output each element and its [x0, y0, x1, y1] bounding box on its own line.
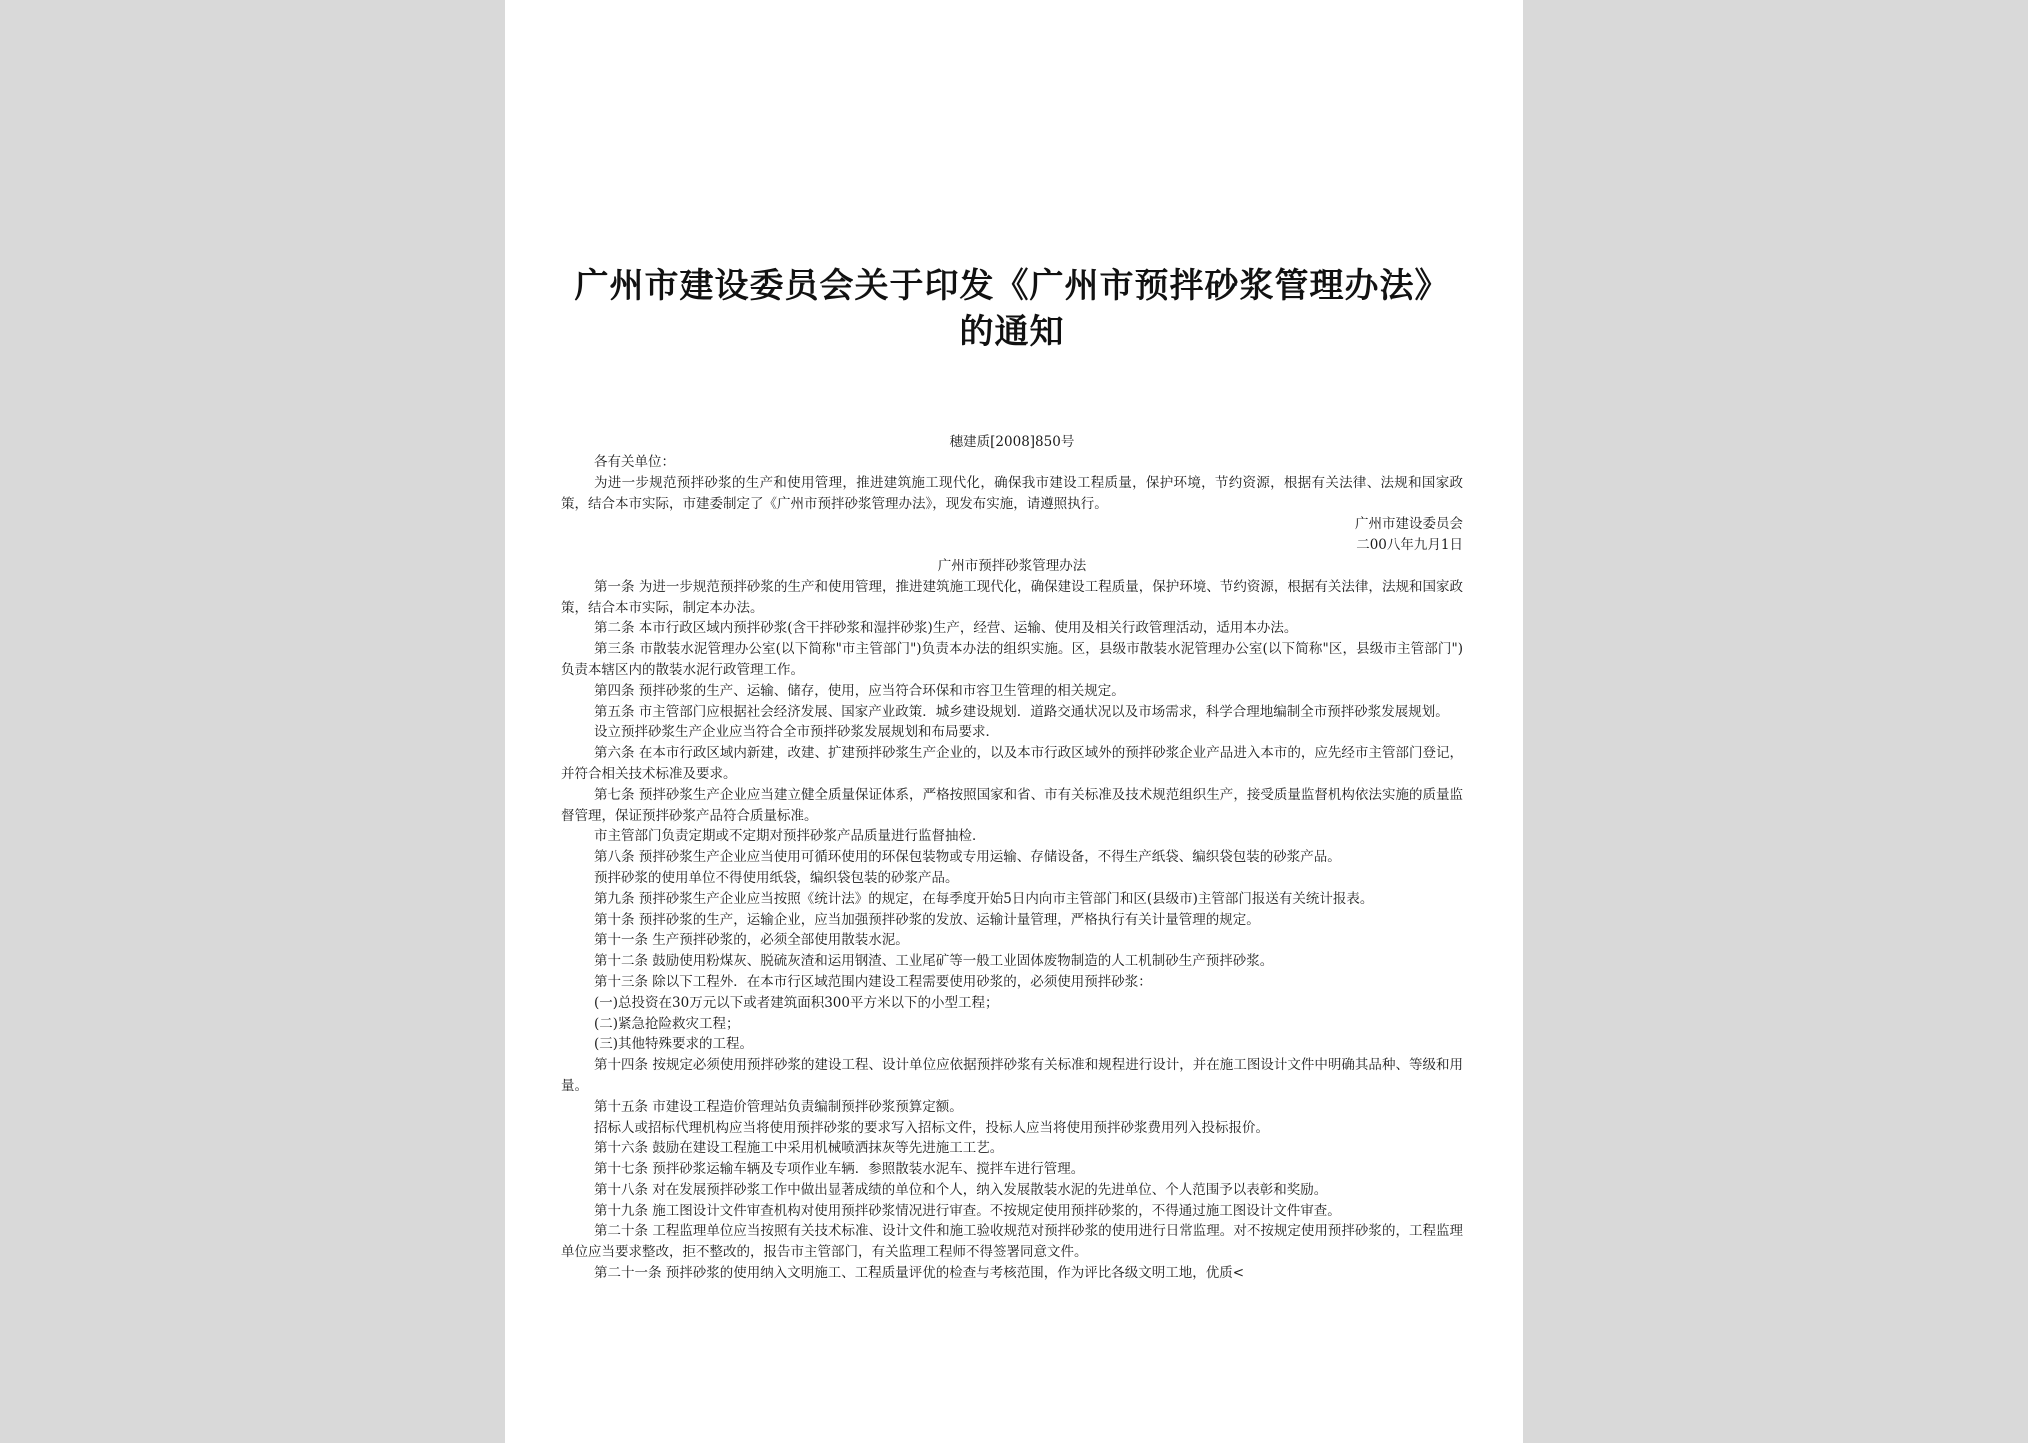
article-paragraph: 第二十一条 预拌砂浆的使用纳入文明施工、工程质量评优的检查与考核范围，作为评比各级文明工地，优质< — [594, 1265, 1245, 1282]
document-title: 广州市建设委员会关于印发《广州市预拌砂浆管理办法》的通知 — [574, 266, 1450, 352]
intro-paragraph: 为进一步规范预拌砂浆的生产和使用管理，推进建筑施工现代化，确保我市建设工程质量，保护环境，节约资源，根据有关法律、法规和国家政策，结合本市实际，市建委制定了《广州市预拌砂浆管理办法》，现发布实施，请遵照执行。 — [561, 474, 1463, 512]
article-paragraph: (一)总投资在30万元以下或者建筑面积300平方米以下的小型工程； — [594, 994, 999, 1011]
article-paragraph: 预拌砂浆的使用单位不得使用纸袋，编织袋包装的砂浆产品。 — [594, 869, 959, 886]
article-paragraph: 第九条 预拌砂浆生产企业应当按照《统计法》的规定，在每季度开始5日内向市主管部门和区(县级市)主管部门报送有关统计报表。 — [594, 890, 1374, 907]
article-paragraph: 第十二条 鼓励使用粉煤灰、脱硫灰渣和运用钢渣、工业尾矿等一般工业固体废物制造的人工机制砂生产预拌砂浆。 — [594, 953, 1274, 970]
article-paragraph: 第十一条 生产预拌砂浆的，必须全部使用散装水泥。 — [594, 932, 909, 949]
article-paragraph: 第十六条 鼓励在建设工程施工中采用机械喷洒抹灰等先进施工工艺。 — [594, 1140, 1004, 1157]
article-paragraph: 第一条 为进一步规范预拌砂浆的生产和使用管理，推进建筑施工现代化，确保建设工程质量，保护环境、节约资源，根据有关法律，法规和国家政策，结合本市实际，制定本办法。 — [561, 578, 1463, 616]
document-page — [505, 0, 1523, 1443]
article-paragraph: 第八条 预拌砂浆生产企业应当使用可循环使用的环保包装物或专用运输、存储设备，不得生产纸袋、编织袋包装的砂浆产品。 — [594, 849, 1341, 866]
article-paragraph: 第五条 市主管部门应根据社会经济发展、国家产业政策．城乡建设规划．道路交通状况以及市场需求，科学合理地编制全市预拌砂浆发展规划。 — [594, 703, 1449, 720]
article-paragraph: 第十五条 市建设工程造价管理站负责编制预拌砂浆预算定额。 — [594, 1098, 963, 1115]
article-paragraph: 第二十条 工程监理单位应当按照有关技术标准、设计文件和施工验收规范对预拌砂浆的使用进行日常监理。对不按规定使用预拌砂浆的，工程监理单位应当要求整改，拒不整改的，报告市主管部门，有关监理工程师不得签署同意文件。 — [561, 1223, 1463, 1261]
issue-date: 二00八年九月1日 — [1356, 537, 1463, 554]
article-paragraph: (二)紧急抢险救灾工程； — [594, 1015, 740, 1032]
article-paragraph: 第七条 预拌砂浆生产企业应当建立健全质量保证体系，严格按照国家和省、市有关标准及技术规范组织生产，接受质量监督机构依法实施的质量监督管理，保证预拌砂浆产品符合质量标准。 — [561, 786, 1463, 824]
annex-title: 广州市预拌砂浆管理办法 — [937, 557, 1087, 574]
document-body — [561, 452, 1463, 1284]
article-paragraph: 第十九条 施工图设计文件审查机构对使用预拌砂浆情况进行审查。不按规定使用预拌砂浆的，不得通过施工图设计文件审查。 — [594, 1202, 1341, 1219]
article-paragraph: 第三条 市散装水泥管理办公室(以下简称"市主管部门")负责本办法的组织实施。区，县级市散装水泥管理办公室(以下简称"区，县级市主管部门")负责本辖区内的散装水泥行政管理工作。 — [561, 641, 1463, 678]
issuer: 广州市建设委员会 — [1355, 516, 1463, 533]
article-paragraph: 设立预拌砂浆生产企业应当符合全市预拌砂浆发展规划和布局要求． — [594, 724, 999, 741]
article-paragraph: 第四条 预拌砂浆的生产、运输、储存，使用，应当符合环保和市容卫生管理的相关规定。 — [594, 682, 1125, 699]
article-paragraph: 第十八条 对在发展预拌砂浆工作中做出显著成绩的单位和个人，纳入发展散装水泥的先进单位、个人范围予以表彰和奖励。 — [594, 1181, 1328, 1198]
article-paragraph: 第十七条 预拌砂浆运输车辆及专项作业车辆．参照散装水泥车、搅拌车进行管理。 — [594, 1161, 1085, 1178]
article-paragraph: 招标人或招标代理机构应当将使用预拌砂浆的要求写入招标文件，投标人应当将使用预拌砂浆费用列入投标报价。 — [594, 1119, 1269, 1136]
article-paragraph: 市主管部门负责定期或不定期对预拌砂浆产品质量进行监督抽检． — [594, 828, 986, 845]
article-paragraph: 第十条 预拌砂浆的生产，运输企业，应当加强预拌砂浆的发放、运输计量管理，严格执行有关计量管理的规定。 — [594, 911, 1260, 928]
article-paragraph: 第二条 本市行政区域内预拌砂浆(含干拌砂浆和湿拌砂浆)生产，经营、运输、使用及相关行政管理活动，适用本办法。 — [594, 620, 1298, 637]
article-paragraph: (三)其他特殊要求的工程。 — [594, 1036, 754, 1053]
article-paragraph: 第十三条 除以下工程外．在本市行区域范围内建设工程需要使用砂浆的，必须使用预拌砂浆： — [594, 973, 1152, 990]
article-paragraph: 第十四条 按规定必须使用预拌砂浆的建设工程、设计单位应依据预拌砂浆有关标准和规程进行设计，并在施工图设计文件中明确其品种、等级和用量。 — [561, 1057, 1463, 1094]
salutation: 各有关单位： — [594, 454, 675, 470]
article-paragraph: 第六条 在本市行政区域内新建，改建、扩建预拌砂浆生产企业的，以及本市行政区域外的预拌砂浆企业产品进入本市的，应先经市主管部门登记，并符合相关技术标准及要求。 — [561, 745, 1463, 782]
document-number: 穗建质[2008]850号 — [949, 434, 1075, 450]
